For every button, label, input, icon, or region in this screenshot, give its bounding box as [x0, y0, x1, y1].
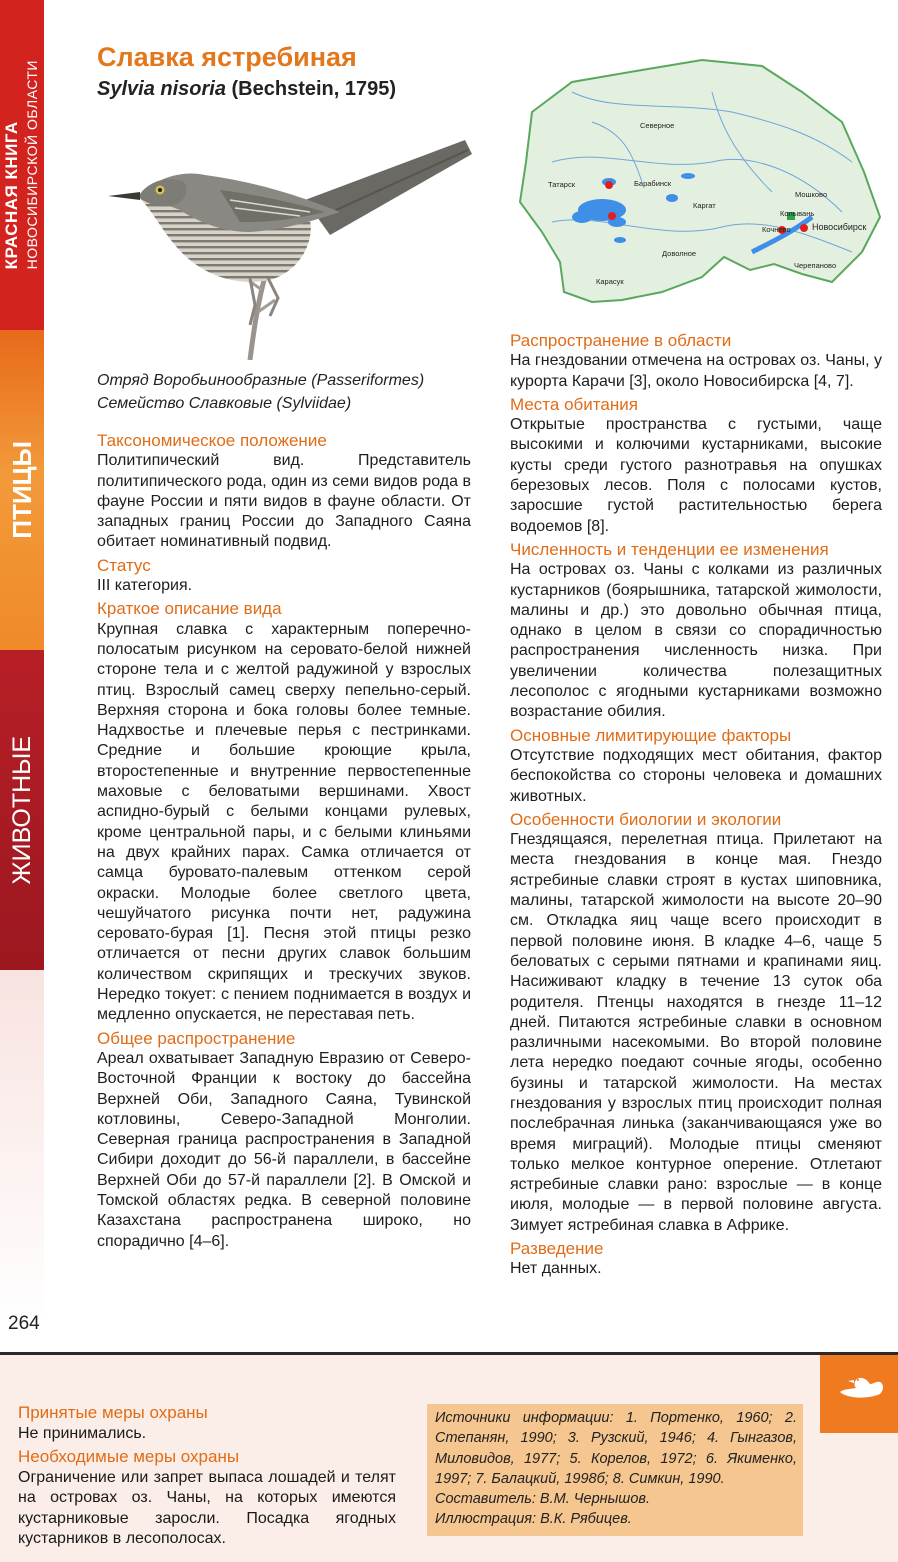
section-heading: Разведение — [510, 1239, 604, 1259]
page-number: 264 — [8, 1313, 40, 1334]
section-text: На островах оз. Чаны с колками из различных кустарников (боярышника, татарской жимолости, малины и др.) это довольно обычная птица, однако в целом в связи со спорадичностью распространения численность низка. При увеличении количества полезащитных лесополос с ягодными кустарниками возможно возрастание обилия. — [510, 561, 882, 721]
measures-needed-heading: Необходимые меры охраны — [18, 1447, 240, 1466]
map-label: Каргат — [693, 201, 716, 210]
measures-taken-heading: Принятые меры охраны — [18, 1403, 208, 1422]
distribution-map — [512, 52, 882, 314]
duck-icon — [836, 1368, 888, 1404]
species-latin-name — [97, 78, 396, 101]
section-text: Гнездящаяся, перелетная птица. Прилетают на места гнездования в конце мая. Гнездо ястребиные славки строят в кустах шиповника, малины, татарской жимолости на высоте 20–90 см. Откладка яиц чаще всего происходит в первой половине июня. В кладке 4–6, чаще 5 беловатых с серыми пятнами и крапинами яиц. Насиживают кладку в течение 13 суток оба родителя. Птенцы находятся в гнезде 11–12 дней. Питаются ястребиные славки в основном различными насекомыми. Во второй половине лета нередко поедают сочные ягоды, особенно бузины и татарской жимолости. На местах гнездования у взрослых птиц происходит полная послебрачная линька (заканчивающаяся уже во время миграций). Молодые птицы сменяют только мелкое контурное оперение. Отлетают ястребиные славки рано: взрослые — в конце июля, молодые — в первой половине августа. Зимует ястребиная славка в Африке. — [510, 831, 882, 1234]
category-label: ПТИЦЫ — [6, 441, 37, 539]
book-title: КРАСНАЯ КНИГА — [2, 121, 21, 270]
measures-taken-text: Не принимались. — [18, 1424, 147, 1442]
book-subtitle: НОВОСИБИРСКОЙ ОБЛАСТИ — [24, 60, 40, 270]
map-label: Карасук — [596, 277, 624, 286]
kingdom-label: ЖИВОТНЫЕ — [7, 735, 36, 885]
sources-text: Источники информации: 1. Портенко, 1960; 2. Степанян, 1990; 3. Рузский, 1946; 4. Гынгазов, Миловидов, 1977; 5. Корелов, 1972; 6. Якименко, 1997; 7. Балацкий, 1998б; 8. Симкин, 1990. — [435, 1410, 797, 1487]
bird-illustration — [100, 120, 480, 360]
measures-needed-text: Ограничение или запрет выпаса лошадей и телят на островах оз. Чаны, на которых имеются кустарниковые заросли. Посадка ягодных кустарников в лесополосах. — [18, 1468, 396, 1547]
section-heading: Распространение в области — [510, 331, 732, 350]
map-label: Черепаново — [794, 261, 837, 270]
order-line: Отряд Воробьинообразные (Passeriformes) — [97, 372, 425, 389]
section-heading: Статус — [97, 555, 151, 575]
taxonomy-block — [97, 369, 424, 415]
compiler-text: Составитель: В.М. Чернышов. — [435, 1491, 650, 1508]
section-text: III категория. — [97, 577, 193, 595]
category-block — [0, 330, 44, 650]
strip-fade — [0, 970, 44, 1325]
species-title: Славка ястребиная — [97, 42, 357, 72]
section-heading: Основные лимитирующие факторы — [510, 725, 792, 745]
section-heading: Численность и тенденции ее изменения — [510, 539, 829, 559]
section-heading: Таксономическое положение — [97, 431, 327, 450]
map-label: Колывань — [780, 209, 815, 218]
section-heading: Краткое описание вида — [97, 599, 282, 619]
map-label: Барабинск — [634, 179, 672, 188]
latin-author: (Bechstein, 1795) — [225, 78, 397, 100]
map-label: Кочнево — [762, 225, 791, 234]
section-text: Нет данных. — [510, 1260, 602, 1278]
section-text: Крупная славка с характерным поперечно-полосатым рисунком на серовато-белой нижней стороне тела и с желтой радужиной у взрослых птиц. Взрослый самец сверху пепельно-серый. Верхняя сторона и бока головы более темные. Надхвостье и плечевые перья с пестринками. Средние и большие кроющие крыла, второстепенные и внутренние первостепенные маховые с беловатыми вершинами. Хвост аспидно-бурый с белыми концами рулевых, кроме центральной пары, и с белыми клиньями на двух крайних парах. Самка отличается от самца буровато-палевым оттенком серой окраски. Молодые более светлого цвета, чешуйчатого рисунка почти нет, радужина серовато-бурая [1]. Песня этой птицы резко отличается от песни других славок большим количеством скрипящих и трескучих звуков. Нередко токует: с пением поднимается в воздух и медленно опускается, не переставая петь. — [97, 620, 471, 1024]
right-column — [510, 328, 882, 1280]
section-text: Открытые пространства с густыми, чаще высокими и колючими кустарниками, высокие кусты среди густого разнотравья на опушках березовых лесов. Поля с полосами кустов, заросшие густой растительностью берега водоемов [8]. — [510, 416, 882, 535]
section-text: Политипический вид. Представитель политипического рода, один из семи видов рода в фауне России и пяти видов в фауне области. От западных границ России до Западного Саяна обитает номинативный подвид. — [97, 452, 471, 551]
book-title-block — [0, 0, 44, 330]
kingdom-block — [0, 650, 44, 970]
map-label: Доволное — [662, 249, 697, 258]
left-column — [97, 428, 471, 1252]
latin-binomial: Sylvia nisoria — [97, 78, 226, 100]
section-heading: Особенности биологии и экологии — [510, 809, 782, 829]
family-line: Семейство Славковые (Sylviidae) — [97, 395, 352, 412]
section-text: На гнездовании отмечена на островах оз. Чаны, у курорта Карачи [3], около Новосибирска [4, 7]. — [510, 352, 882, 390]
sources-box — [427, 1404, 803, 1536]
section-text: Отсутствие подходящих мест обитания, фактор беспокойства со стороны человека и домашних животных. — [510, 746, 882, 805]
protection-measures — [18, 1400, 396, 1550]
illustrator-text: Иллюстрация: В.К. Рябицев. — [435, 1511, 632, 1528]
section-heading: Места обитания — [510, 394, 638, 414]
map-label: Северное — [640, 121, 675, 130]
section-heading: Общее распространение — [97, 1028, 296, 1048]
section-text: Ареал охватывает Западную Евразию от Северо-Восточной Франции к востоку до бассейна Верхней Оби, Западного Саяна, Тувинской котловины, Северо-Западной Монголии. Северная граница распространения в Западной Сибири доходит до 56-й параллели, в бассейне Верхней Оби до 57-й параллели [2]. В Омской и Томской областях редка. В северной половине Казахстана распространена широко, но спорадично [4–6]. — [97, 1049, 471, 1250]
map-label: Татарск — [548, 180, 575, 189]
map-label: Новосибирск — [812, 222, 867, 232]
map-label: Мошково — [795, 190, 828, 199]
